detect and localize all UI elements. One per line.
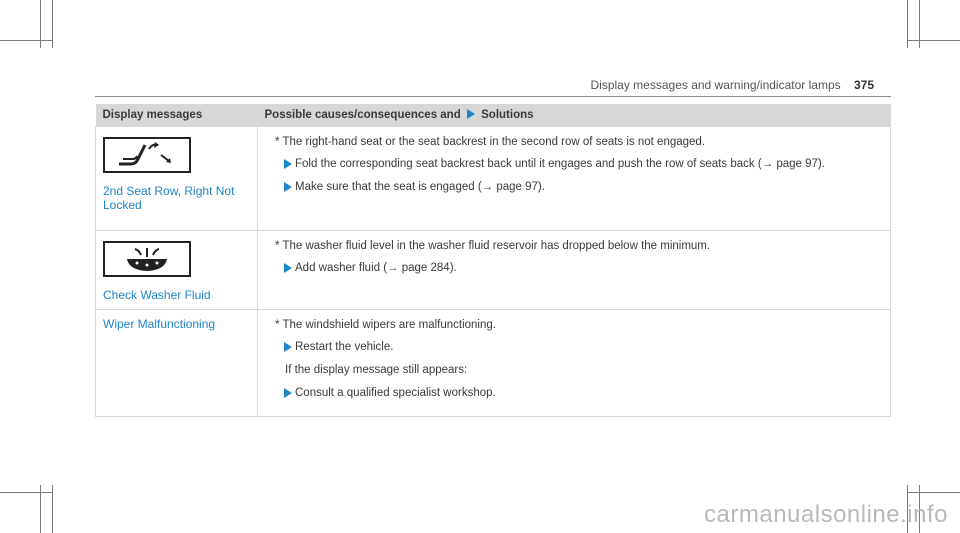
solution-step (265, 157, 883, 171)
header-title: Display messages and warning/indicator lamps (590, 78, 841, 92)
col-header-causes-solutions (258, 104, 891, 127)
header-rule (95, 96, 891, 97)
note-text: If the display message still appears: (285, 364, 468, 376)
crop-mark (907, 40, 960, 41)
step-arrow-icon (284, 342, 292, 352)
page-number: 375 (853, 78, 874, 92)
solution-step (265, 180, 883, 194)
solution-step (265, 340, 883, 354)
step-text: Consult a qualified specialist workshop. (295, 387, 496, 399)
solution-cell (258, 231, 891, 310)
seat-backrest-fold-icon (103, 137, 250, 176)
col-header-display-messages: Display messages (96, 104, 258, 127)
running-header (591, 78, 875, 92)
crop-mark (907, 492, 960, 493)
crop-mark (52, 0, 53, 48)
step-arrow-icon (284, 182, 292, 192)
watermark: carmanualsonline.info (704, 501, 948, 528)
cause-text: * The right-hand seat or the seat backrest in the second row of seats is not engaged. (275, 136, 706, 148)
display-messages-table (95, 104, 891, 417)
step-arrow-icon (284, 388, 292, 398)
message-cell (96, 231, 258, 310)
table-row (96, 127, 891, 231)
cause-text: * The windshield wipers are malfunctioning. (275, 319, 496, 331)
display-message: Check Washer Fluid (103, 288, 211, 302)
solution-arrow-icon (467, 109, 475, 119)
step-arrow-icon (284, 159, 292, 169)
step-text: Fold the corresponding seat backrest back until it engages and push the row of seats back (→ page 97). (295, 158, 825, 170)
washer-fluid-icon (103, 241, 250, 280)
table-header-row (96, 104, 891, 127)
table-row (96, 310, 891, 417)
solution-cell (258, 310, 891, 417)
table-row (96, 231, 891, 310)
message-cell (96, 127, 258, 231)
message-cell (96, 310, 258, 417)
crop-mark (0, 492, 53, 493)
display-message: Wiper Malfunctioning (103, 317, 216, 331)
crop-mark (0, 40, 53, 41)
step-arrow-icon (284, 263, 292, 273)
display-message: 2nd Seat Row, Right Not Locked (103, 184, 235, 212)
step-text: Add washer fluid (→ page 284). (295, 262, 457, 274)
col-header-suffix: Solutions (481, 109, 534, 121)
solution-step (265, 386, 883, 400)
solution-step (265, 261, 883, 275)
step-text: Restart the vehicle. (295, 341, 394, 353)
step-text: Make sure that the seat is engaged (→ page 97). (295, 181, 545, 193)
solution-cell (258, 127, 891, 231)
col-header-prefix: Possible causes/consequences and (264, 109, 461, 121)
cause-text: * The washer fluid level in the washer fluid reservoir has dropped below the minimum. (275, 240, 711, 252)
